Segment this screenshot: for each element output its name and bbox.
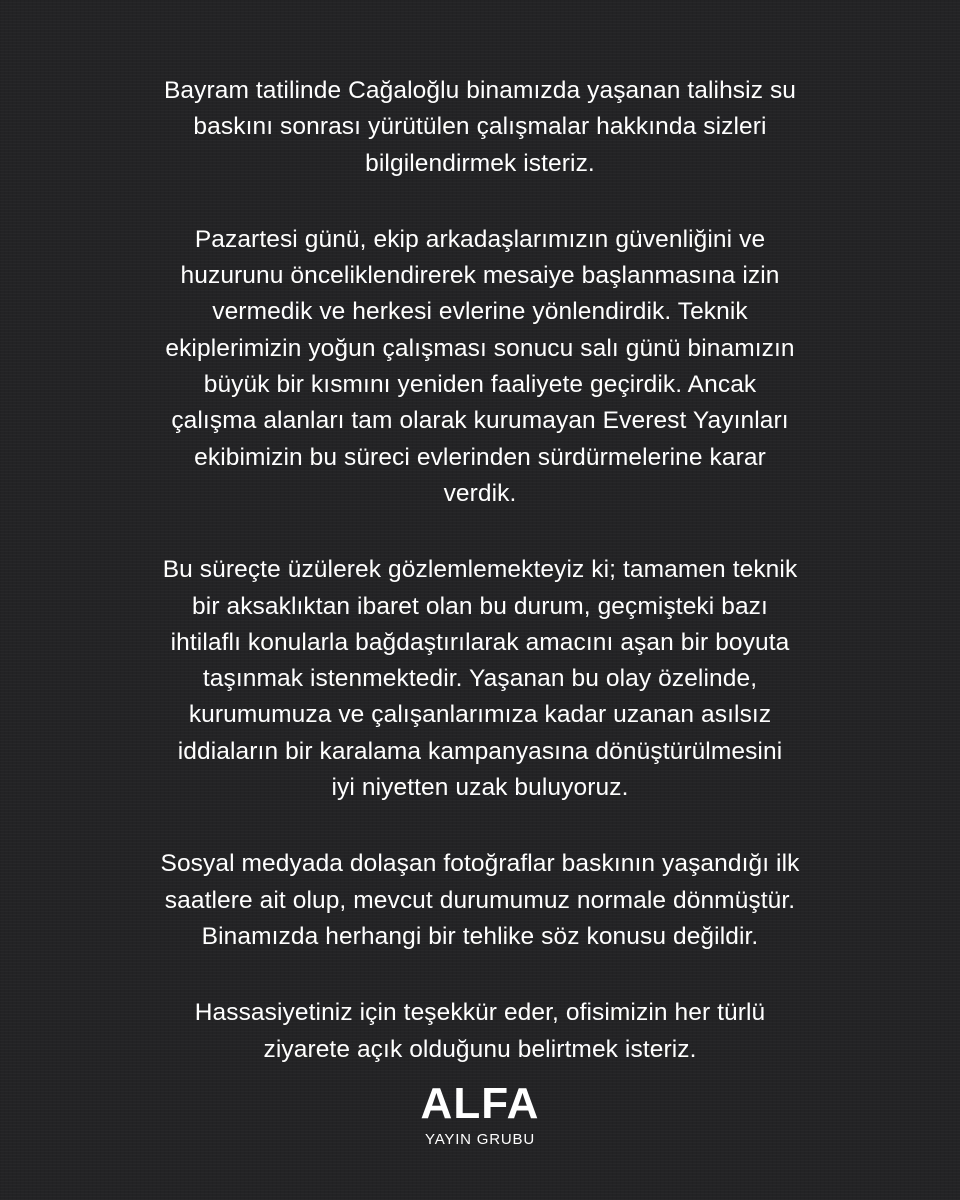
statement-paragraph-3 <box>70 552 890 806</box>
text-line: Bayram tatilinde Cağaloğlu binamızda yaşanan talihsiz su <box>163 77 797 104</box>
text-line: çalışma alanları tam olarak kurumayan Everest Yayınları <box>171 407 789 435</box>
text-line: taşınmak istenmektedir. Yaşanan bu olay özelinde, <box>202 665 758 693</box>
text-line: ziyarete açık olduğunu belirtmek isteriz. <box>263 1035 697 1063</box>
statement-paragraph-5 <box>70 995 890 1068</box>
text-line: Binamızda herhangi bir tehlike söz konusu değildir. <box>201 922 759 950</box>
text-line: saatlere ait olup, mevcut durumumuz normale dönmüştür. <box>164 886 796 914</box>
statement-paragraph-4 <box>70 846 890 955</box>
text-line: Pazartesi günü, ekip arkadaşlarımızın güvenliğini ve <box>194 225 766 253</box>
alfa-logo <box>0 1080 960 1149</box>
text-line: verdik. <box>443 479 517 507</box>
text-line: vermedik ve herkesi evlerine yönlendirdik. Teknik <box>212 298 748 326</box>
text-line: bir aksaklıktan ibaret olan bu durum, geçmişteki bazı <box>192 592 768 620</box>
text-line: Sosyal medyada dolaşan fotoğraflar baskının yaşandığı ilk <box>160 850 800 878</box>
text-line: kurumumuza ve çalışanlarımıza kadar uzanan asılsız <box>188 701 772 729</box>
text-line: baskını sonrası yürütülen çalışmalar hakkında sizleri <box>193 113 767 141</box>
text-line: bilgilendirmek isteriz. <box>365 149 595 177</box>
text-line: huzurunu önceliklendirerek mesaiye başlanmasına izin <box>180 262 780 290</box>
text-line: ekiplerimizin yoğun çalışması sonucu salı günü binamızın <box>165 334 795 362</box>
statement-body <box>70 73 890 1068</box>
text-line: ihtilaflı konularla bağdaştırılarak amacını aşan bir boyuta <box>170 628 790 656</box>
logo-wordmark: ALFA <box>420 1079 540 1128</box>
text-line: büyük bir kısmını yeniden faaliyete geçirdik. Ancak <box>203 371 757 399</box>
logo-subtitle: YAYIN GRUBU <box>425 1131 535 1148</box>
text-line: Hassasiyetiniz için teşekkür eder, ofisimizin her türlü <box>194 999 766 1027</box>
statement-paragraph-2 <box>70 222 890 512</box>
text-line: iddiaların bir karalama kampanyasına dönüştürülmesini <box>177 737 783 765</box>
text-line: iyi niyetten uzak buluyoruz. <box>331 774 629 802</box>
text-line: Bu süreçte üzülerek gözlemlemekteyiz ki; tamamen teknik <box>162 556 798 584</box>
statement-paragraph-1 <box>70 73 890 182</box>
text-line: ekibimizin bu süreci evlerinden sürdürmelerine karar <box>194 443 766 471</box>
